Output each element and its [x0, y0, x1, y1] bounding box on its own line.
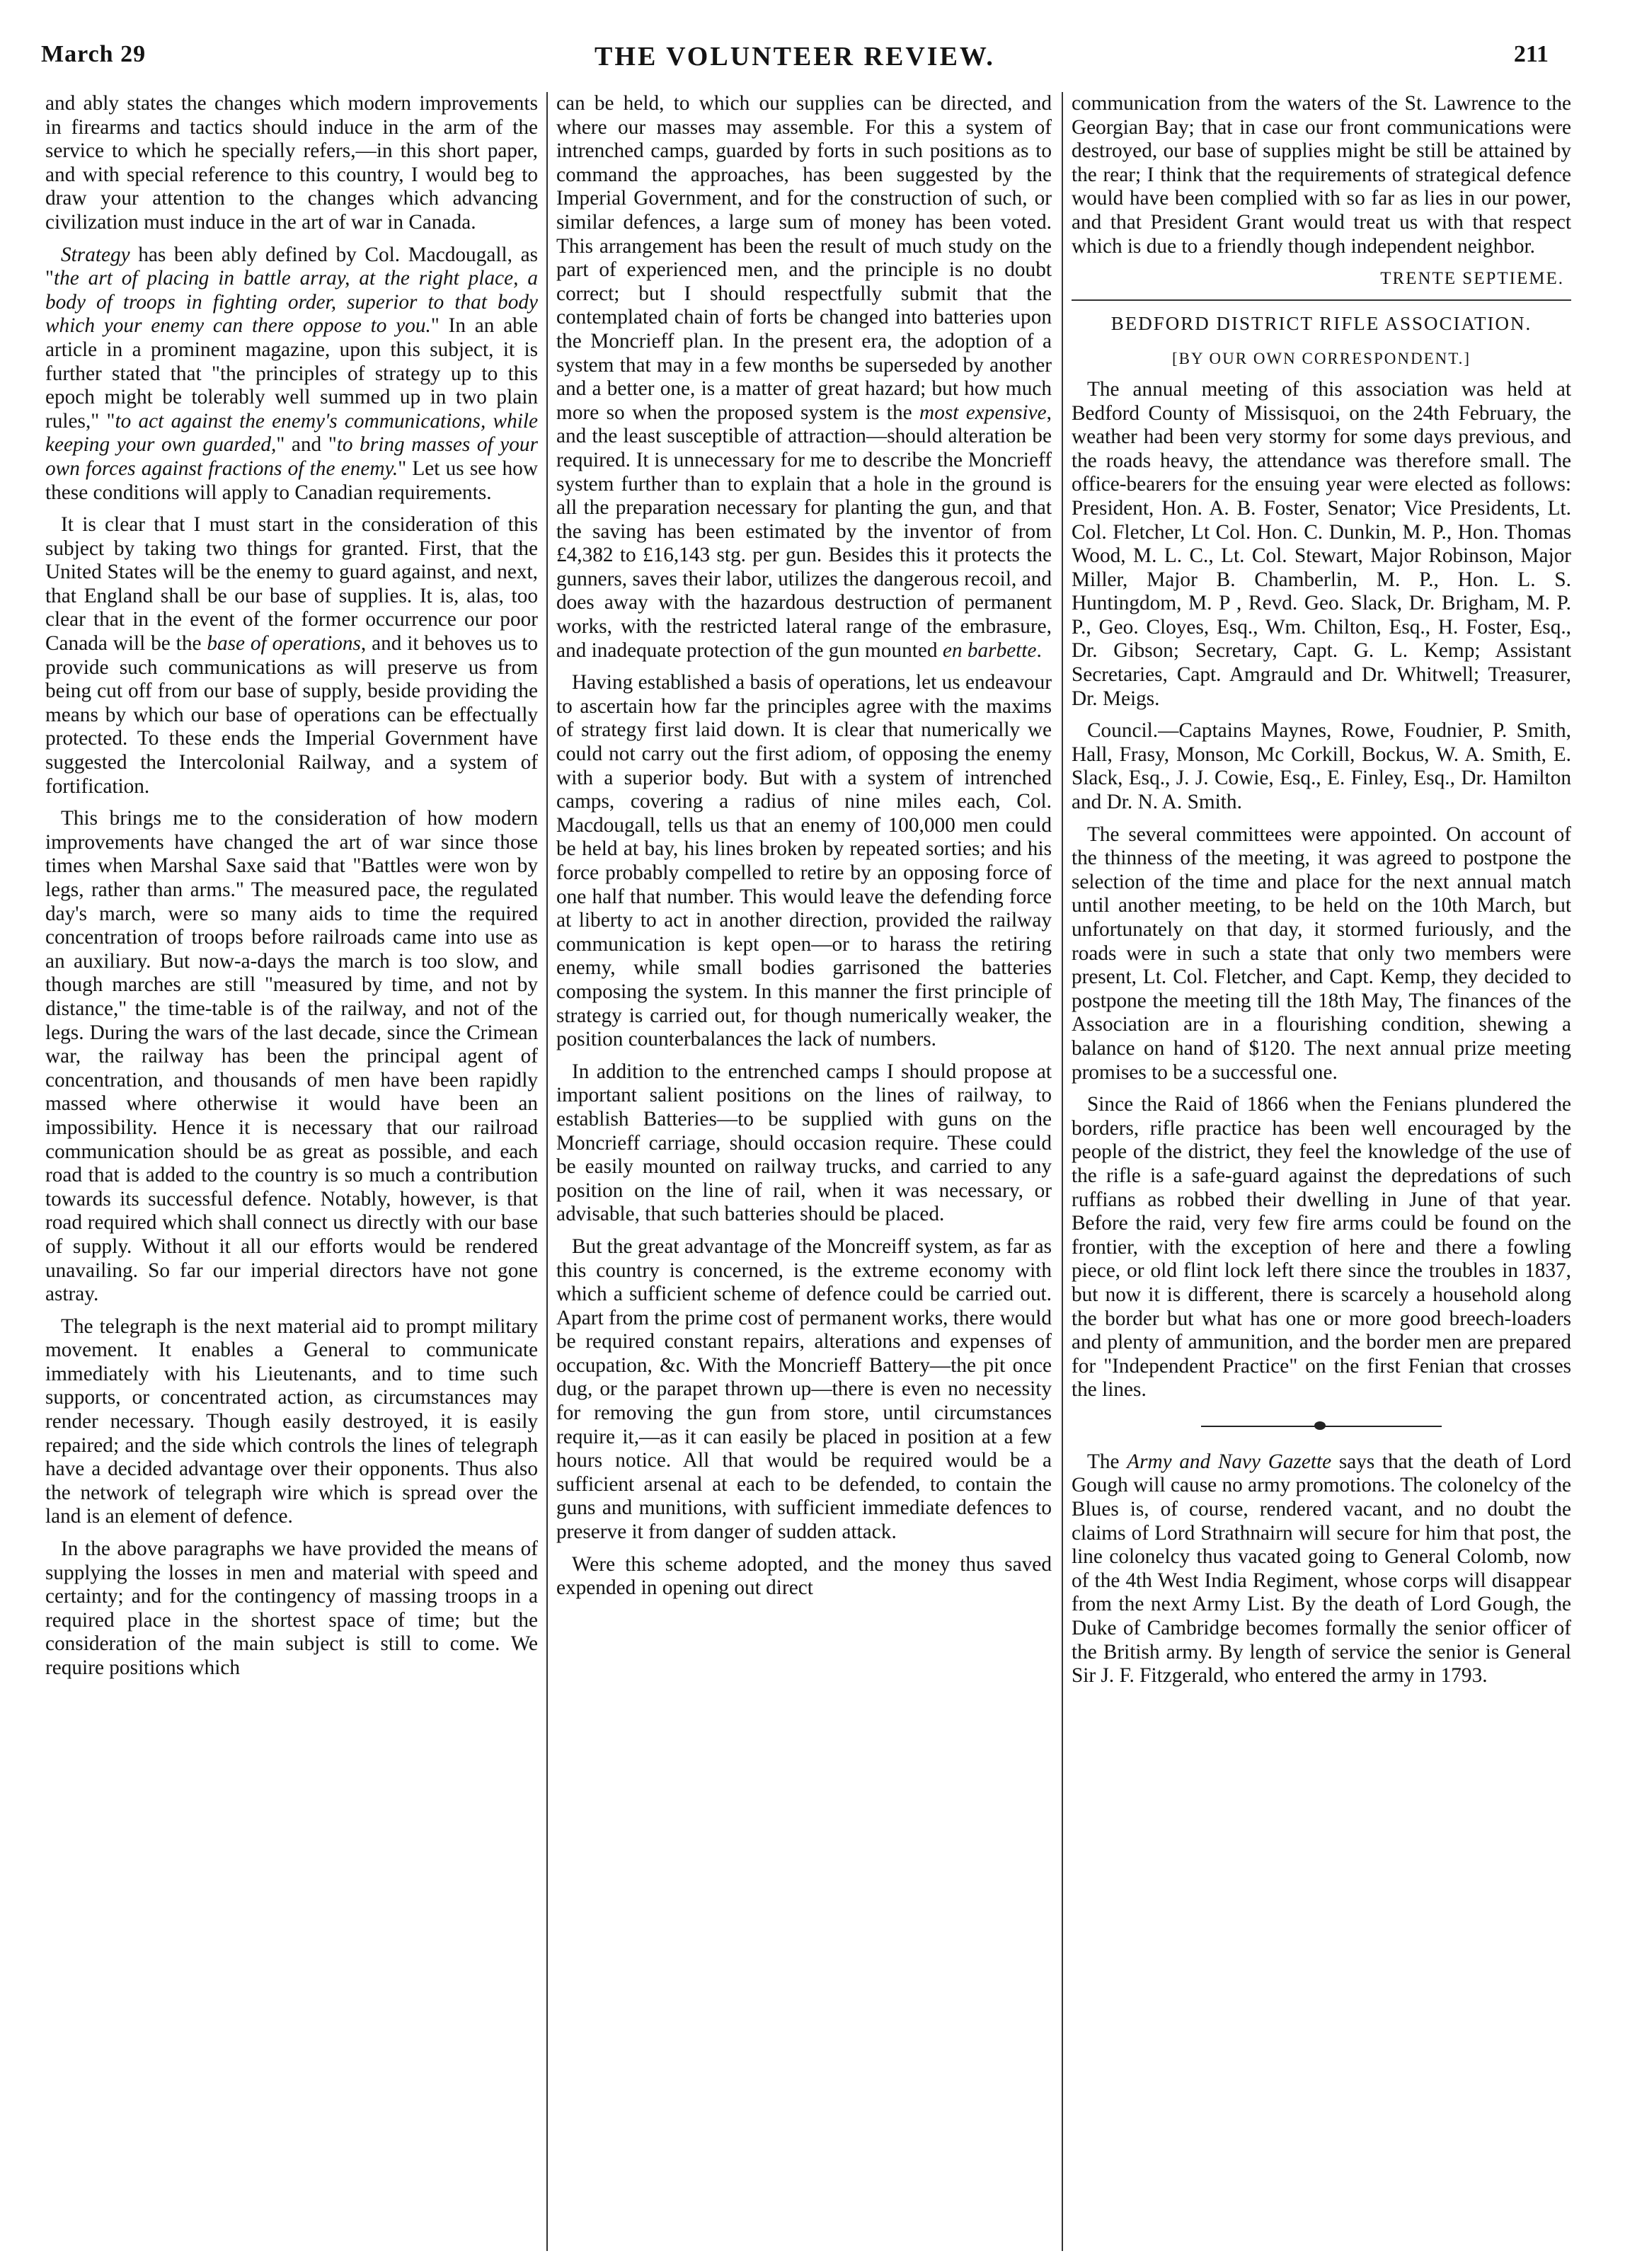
text-run: says that the death of Lord Gough will cause no army promotions. The colonelcy of the Blues is, of course, rendered vacant, and no doubt the claims of Lord Strathnairn will secure for him that post, the line colonelcy thus vacated going to General Colomb, now of the 4th West India Regiment, whose corps will disappear from the next Army List. By the death of Lord Gough, the Duke of Cambridge becomes formally the senior officer of the British army. By length of service the senior is General Sir J. F. Fitzgerald, who entered the army in 1793. — [1072, 1450, 1571, 1688]
text-run: , and the least susceptible of attraction—should alteration be required. It is unnecessary for me to describe the Moncrieff system further than to explain that a hole in the ground is all the preparation necessary for planting the gun, and that the saving has been estimated by the inventor of from £4,382 to £16,143 stg. per gun. Besides this it protects the gunners, saves their labor, utilizes the dangerous recoil, and does away with the hazardous destruction of permanent works, with the restricted lateral range of the embrasure, and inadequate protection of the gun mounted — [556, 401, 1052, 662]
column-2 — [556, 92, 1052, 2258]
paragraph — [45, 244, 538, 505]
paragraph — [45, 513, 538, 798]
text-run: . — [1036, 638, 1042, 662]
masthead-title: THE VOLUNTEER REVIEW. — [595, 42, 995, 71]
text-run: has been ably defined by Col. Macdougall, as " — [45, 243, 538, 290]
column-1 — [45, 92, 538, 2258]
paragraph — [1072, 1450, 1571, 1688]
paragraph: communication from the waters of the St. Lawrence to the Georgian Bay; that in case our front communications were destroyed, our base of supplies might be still be attained by the rear; I think that the requirements of strategical defence would have been complied with so far as lies in our power, and that President Grant would treat us with that respect which is due to a friendly though independent neighbor. — [1072, 92, 1571, 258]
text-run: , and it behoves us to provide such communications as will preserve us from being cut off from our base of supply, beside providing the means by which our base of operations can be effectually protected. To these ends the Imperial Government have suggested the Intercolonial Railway, and a system of fortification. — [45, 632, 538, 798]
ornamental-divider — [1201, 1422, 1442, 1431]
issue-date: March 29 — [41, 41, 147, 67]
text-run: " In an able article in a prominent magazine, upon this subject, it is further stated that "the principles of strategy up to this epoch might be tolerably well summed up in two plain rules," " — [45, 314, 538, 433]
quotation: to bring masses of your own forces against fractions of the enemy. — [45, 433, 538, 480]
section-heading: BEDFORD DISTRICT RIFLE ASSOCIATION. — [1110, 312, 1532, 334]
paragraph: Having established a basis of operations, let us endeavour to ascertain how far the principles agree with the maxims of strategy first laid down. It is clear that numerically we could not carry out the first adiom, of opposing the enemy with a superior body. But with a system of intrenched camps, covering a radius of nine miles each, Col. Macdougall, tells us that an enemy of 100,000 men could be held at bay, his lines broken by repeated sorties; and his force probably compelled to retire by an opposing force of one half that number. This would leave the defending force at liberty to act in another direction, provided the railway communication is kept open—or to harass the retiring enemy, while small bodies garrisoned the batteries composing the system. In this manner the first principle of strategy is carried out, for though numerically weaker, the position counterbalances the lack of numbers. — [556, 671, 1052, 1051]
emphasis: en barbette — [942, 638, 1037, 662]
column-divider — [546, 92, 548, 2251]
paragraph: The annual meeting of this association was held at Bedford County of Missisquoi, on the 24th February, the weather had been very stormy for some days previous, and the roads heavy, the attendance was therefore small. The office-bearers for the ensuing year were elected as follows: President, Hon. A. B. Foster, Senator; Vice Presidents, Lt. Col. Fletcher, Lt Col. Hon. C. Dunkin, M. P., Hon. Thomas Wood, M. L. C., Lt. Col. Stewart, Major Robinson, Major Miller, Major B. Chamberlin, M. P., Hon. L. S. Huntingdom, M. P , Revd. Geo. Slack, Dr. Brigham, M. P. P., Geo. Cloyes, Esq., Wm. Chilton, Esq., H. Foster, Esq., Dr. Gibson; Secretary, Capt. G. L. Kemp; Assistant Secretaries, Capt. Amgrauld and Dr. Whitwell; Treasurer, Dr. Meigs. — [1072, 377, 1571, 710]
text-run: " and " — [276, 433, 337, 457]
emphasis: base of operations — [207, 632, 361, 655]
column-3 — [1072, 92, 1571, 2258]
paragraph — [556, 92, 1052, 663]
quotation: to act against the enemy's communications, while keeping your own guarded, — [45, 409, 538, 457]
paragraph: Council.—Captains Maynes, Rowe, Foudnier, P. Smith, Hall, Frasy, Monson, Mc Corkill, Bockus, W. A. Smith, E. Slack, Esq., J. J. Cowie, Esq., E. Finley, Esq., Dr. Hamilton and Dr. N. A. Smith. — [1072, 719, 1571, 814]
text-run: It is clear that I must start in the consideration of this subject by taking two things for granted. First, that the United States will be the enemy to guard against, and next, that England shall be our base of supplies. It is, alas, too clear that in the event of the former occurrence our poor Canada will be the — [45, 513, 538, 655]
paragraph: In the above paragraphs we have provided the means of supplying the losses in men and material with speed and certainty; and for the contingency of massing troops in a required place in the shortest space of time; but the consideration of the main subject is still to come. We require positions which — [45, 1537, 538, 1679]
text-run: " Let us see how these conditions will apply to Canadian requirements. — [45, 457, 538, 504]
paragraph: In addition to the entrenched camps I should propose at important salient positions on the lines of railway, to establish Batteries—to be supplied with guns on the Moncrieff carriage, should occasion require. These could be easily mounted on railway trucks, and carried to any position on the line of rail, when it was necessary, or advisable, that such batteries should be placed. — [556, 1060, 1052, 1226]
emphasis: most expensive — [919, 401, 1047, 424]
author-signoff: TRENTE SEPTIEME. — [1380, 269, 1564, 289]
paragraph: and ably states the changes which modern improvements in firearms and tactics should induce in the arm of the service to which he specially refers,—in this short paper, and with special reference to this country, I would beg to draw your attention to the changes which advancing civilization must induce in the art of war in Canada. — [45, 92, 538, 234]
paragraph: The telegraph is the next material aid to prompt military movement. It enables a General to communicate immediately with his Lieutenants, and to time such supports, or concentrated action, as circumstances may render necessary. Though easily destroyed, it is easily repaired; and the side which controls the lines of telegraph have a decided advantage over their opponents. Thus also the network of telegraph wire which is spread over the land is an element of defence. — [45, 1315, 538, 1528]
emphasis: Army and Navy Gazette — [1127, 1450, 1332, 1473]
column-divider — [1062, 92, 1063, 2251]
paragraph: Since the Raid of 1866 when the Fenians plundered the borders, rifle practice has been well encouraged by the people of the district, they feel the knowledge of the use of the rifle is a safe-guard against the depredations of such ruffians as robbed their dwelling in June of that year. Before the raid, very few fire arms could be found on the frontier, with the exception of here and there a fowling piece, or old flint lock left there since the troubles in 1837, but now it is different, there is scarcely a household along the border but what has one or more good breech-loaders and plenty of ammunition, and the border men are prepared for "Independent Practice" on the first Fenian that crosses the lines. — [1072, 1093, 1571, 1402]
paragraph: Were this scheme adopted, and the money thus saved expended in opening out direct — [556, 1552, 1052, 1600]
text-run: can be held, to which our supplies can be directed, and where our masses may assemble. For this a system of intrenched camps, guarded by forts in such positions as to command the approaches, has been suggested by the Imperial Government, and for the construction of such, or similar defences, a large sum of money has been voted. This arrangement has been the result of much study on the part of experienced men, and the principle is no doubt correct; but I should respectfully submit that the contemplated chain of forts be changed into batteries upon the Moncrieff plan. In the present era, the adoption of a system that may in a few months be superseded by another and a better one, is a matter of great hazard; but how much more so when the proposed system is the — [556, 92, 1052, 424]
paragraph: This brings me to the consideration of how modern improvements have changed the art of war since those times when Marshal Saxe said that "Battles were won by legs, rather than arms." The measured pace, the regulated day's march, were so many aids to time the required concentration of troops before railroads came into use as an auxiliary. But now-a-days the march is too slow, and though marches are still "measured by time, and not by distance," the time-table is of the railway, and not of the legs. During the wars of the last decade, since the Crimean war, the railway has been the principal agent of concentration, and thousands of men have been rapidly massed where otherwise it would have been an impossibility. Hence it is necessary that our railroad communication should be as great as possible, and each road that is added to the country is so much a contribution towards its successful defence. Notably, however, is that road required which shall connect us directly with our base of supply. Without it all our efforts would be rendered unavailing. So far our imperial directors have not gone astray. — [45, 807, 538, 1306]
page-number: 211 — [1513, 41, 1549, 67]
quotation: the art of placing in battle array, at the right place, a body of troops in fighting order, superior to that body which your enemy can there oppose to you. — [45, 267, 538, 338]
text-run: The — [1087, 1450, 1127, 1473]
paragraph: The several committees were appointed. On account of the thinness of the meeting, it was agreed to postpone the selection of the time and place for the next annual match until another meeting, to be held on the 10th March, but unfortunately on that day, it stormed furiously, and the roads were in such a state that only two members were present, Lt. Col. Fletcher, and Capt. Kemp, they decided to postpone the meeting till the 18th May, The finances of the Association are in a flourishing condition, shewing a balance on hand of $120. The next annual prize meeting promises to be a successful one. — [1072, 823, 1571, 1084]
byline: [BY OUR OWN CORRESPONDENT.] — [1172, 350, 1471, 368]
emphasis: Strategy — [61, 243, 130, 266]
page-header — [41, 41, 1549, 76]
paragraph: But the great advantage of the Moncreiff system, as far as this country is concerned, is the extreme economy with which a sufficient scheme of defence could be carried out. Apart from the prime cost of permanent works, there would be required constant repairs, alterations and expenses of occupation, &c. With the Moncrieff Battery—the pit once dug, or the parapet thrown up—there is even no necessity for removing the gun from store, until circumstances require it,—as it can easily be placed in position at a few hours notice. All that would be required would be a sufficient arsenal at each to be defended, to contain the guns and munitions, with sufficient immediate defences to preserve it from danger of sudden attack. — [556, 1235, 1052, 1544]
section-divider — [1072, 299, 1571, 301]
